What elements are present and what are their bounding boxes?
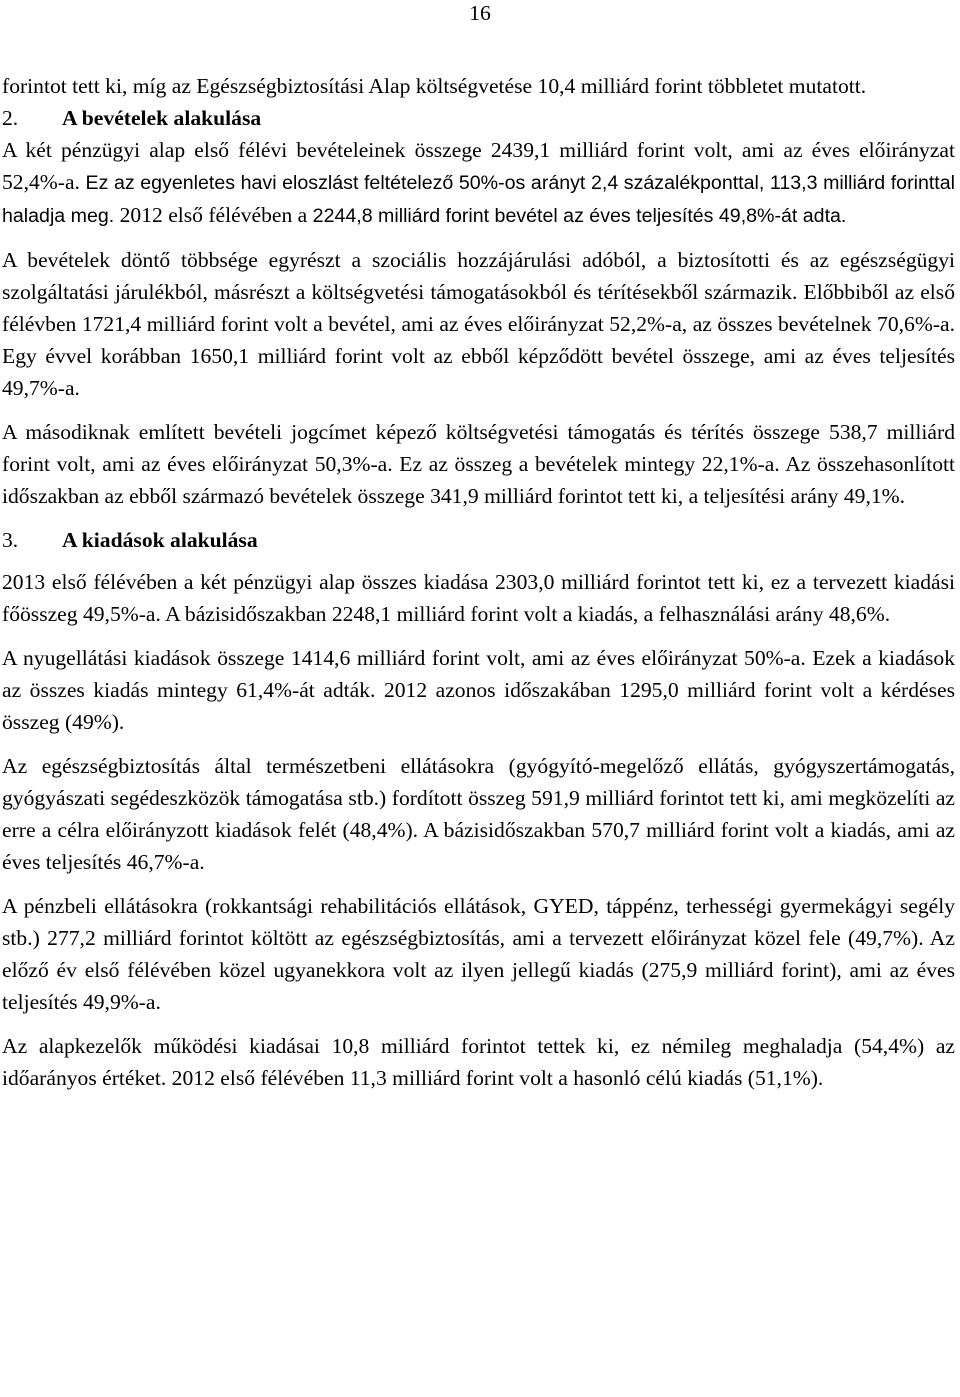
section-3-heading — [2, 524, 955, 556]
section-3-title: A kiadások alakulása — [62, 528, 258, 552]
paragraph-1-part-d: 2244,8 milliárd forint bevétel az éves teljesítés 49,8%-át adta. — [312, 205, 847, 227]
section-2-number: 2. — [2, 106, 19, 130]
section-2-paragraph-3: A másodiknak említett bevételi jogcímet képező költségvetési támogatás és térítés összege 538,7 milliárd forint volt, ami az éves előirányzat 50,3%-a. Ez az összeg a bevételek mintegy 22,1%-a. Az összehasonlított időszakban az ebből származó bevételek összege 341,9 milliárd forintot tett ki, a teljesítési arány 49,1%. — [2, 420, 955, 508]
section-3-paragraph-4: A pénzbeli ellátásokra (rokkantsági rehabilitációs ellátások, GYED, táppénz, terhességi gyermekágyi segély stb.) 277,2 milliárd forintot költött az egészségbiztosítás, ami a tervezett előirányzat közel fele (49,7%). Az előző év első félévében közel ugyanekkora volt az ilyen jellegű kiadás (275,9 milliárd forint), ami az éves teljesítés 49,9%-a. — [2, 894, 955, 1014]
paragraph-1-part-b: Ez az egyenletes havi eloszlást feltételező 50%-os arányt 2,4 százalékponttal, 113,3 milliárd forinttal haladja meg. — [2, 172, 955, 227]
section-3-number: 3. — [2, 528, 19, 552]
section-2-title: A bevételek alakulása — [62, 106, 262, 130]
section-2-paragraph-2: A bevételek döntő többsége egyrészt a szociális hozzájárulási adóból, a biztosítotti és az egészségügyi szolgáltatási járulékból, másrészt a költségvetési támogatásokból és térítésekből származik. Előbbiből az első félévben 1721,4 milliárd forint volt a bevétel, ami az éves előirányzat 52,2%-a, az összes bevételnek 70,6%-a. Egy évvel korábban 1650,1 milliárd forint volt az ebből képződött bevétel összege, ami az éves teljesítés 49,7%-a. — [2, 248, 955, 400]
section-2-heading — [2, 102, 955, 134]
section-3-paragraph-5: Az alapkezelők működési kiadásai 10,8 milliárd forintot tettek ki, ez némileg meghaladja (54,4%) az időarányos értéket. 2012 első félévében 11,3 milliárd forint volt a hasonló célú kiadás (51,1%). — [2, 1034, 955, 1090]
document-body — [2, 70, 955, 1094]
intro-paragraph: forintot tett ki, míg az Egészségbiztosítási Alap költségvetése 10,4 milliárd forint többletet mutatott. — [2, 74, 867, 98]
paragraph-1-part-c: 2012 első félévében a — [114, 203, 313, 227]
section-2-paragraph-1 — [2, 134, 955, 232]
page-number: 16 — [469, 1, 491, 25]
paragraph-1-part-a: A két pénzügyi alap első félévi bevételeinek összege 2439,1 milliárd forint volt, ami az éves előirányzat 52,4%-a. — [2, 138, 955, 194]
section-3-paragraph-3: Az egészségbiztosítás által természetbeni ellátásokra (gyógyító-megelőző ellátás, gyógyszertámogatás, gyógyászati segédeszközök támogatása stb.) fordított összeg 591,9 milliárd forintot tett ki, ami megközelíti az erre a célra előirányzott kiadások felét (48,4%). A bázisidőszakban 570,7 milliárd forint volt a kiadás, ami az éves teljesítés 46,7%-a. — [2, 754, 955, 874]
section-3-paragraph-1: 2013 első félévében a két pénzügyi alap összes kiadása 2303,0 milliárd forintot tett ki, ez a tervezett kiadási főösszeg 49,5%-a. A bázisidőszakban 2248,1 milliárd forint volt a kiadás, a felhasználási arány 48,6%. — [2, 570, 955, 626]
section-3-paragraph-2: A nyugellátási kiadások összege 1414,6 milliárd forint volt, ami az éves előirányzat 50%-a. Ezek a kiadások az összes kiadás mintegy 61,4%-át adták. 2012 azonos időszakában 1295,0 milliárd forint volt a kérdéses összeg (49%). — [2, 646, 955, 734]
